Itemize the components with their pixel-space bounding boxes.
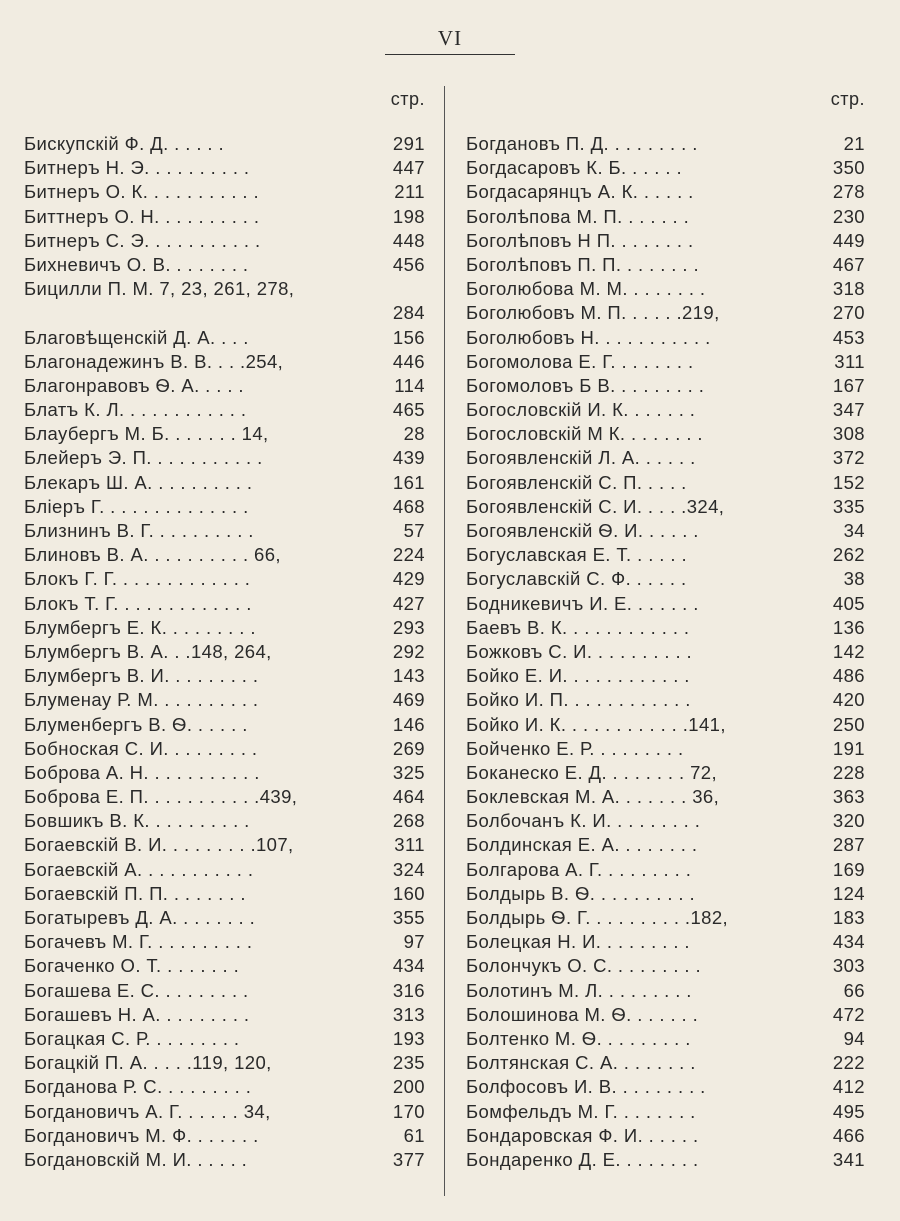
entry-name: Бодникевичъ И. Е. . . . . . . [466,592,699,614]
entry-pages: 114 [394,374,425,396]
entry-pages: 169 [832,858,865,880]
entry-pages: 28 [403,423,425,445]
entry-pages: 363 [832,786,865,808]
entry-pages: 466 [832,1124,865,1146]
entry-pages: 469 [392,689,425,711]
entry-name: Бицилли П. М. 7, 23, 261, 278, [24,278,295,300]
entry-pages: 161 [392,471,425,493]
entry-name: Богомолова Е. Г. . . . . . . . [466,350,694,372]
entry-pages: 350 [832,157,865,179]
entry-pages: 341 [832,1148,865,1170]
entry-name: Болтянская С. А. . . . . . . . [466,1052,696,1074]
entry-pages: 250 [832,713,865,735]
entry-pages: 224 [392,544,425,566]
entry-name: Бихневичъ О. В. . . . . . . . [24,253,249,275]
left-column [24,86,425,1172]
entry-name: Богачевъ М. Г. . . . . . . . . . [24,931,253,953]
index-entry [24,495,425,519]
entry-pages: 143 [392,665,425,687]
index-entry [24,1003,425,1027]
entry-pages: 313 [392,1003,425,1025]
entry-pages: 167 [832,374,865,396]
entry-pages: 156 [392,326,425,348]
entry-name: Близнинъ В. Г. . . . . . . . . . [24,520,254,541]
entry-name: Бовшикъ В. К. . . . . . . . . . [24,810,250,832]
entry-name: Богацкій П. А. . . . .119, 120, [24,1052,272,1074]
index-entry [24,1100,425,1124]
entry-pages: 453 [832,326,865,348]
entry-pages: 355 [392,907,425,928]
entry-pages: 287 [832,834,865,856]
entry-pages: 347 [832,399,865,421]
entry-name: Богаевскій А. . . . . . . . . . . [24,858,254,880]
entry-name: Бойко И. К. . . . . . . . . . . .141, [466,713,726,735]
index-entry [466,979,865,1003]
entry-pages: 235 [392,1052,425,1074]
entry-name: Богашевъ Н. А. . . . . . . . . [24,1003,250,1025]
entry-pages: 405 [832,592,865,614]
entry-pages: 429 [392,568,425,590]
entry-name: Битнеръ Н. Э. . . . . . . . . . [24,157,250,179]
index-entry [24,229,425,253]
index-entry [24,979,425,1003]
entry-pages: 427 [392,592,425,614]
index-entry [466,180,865,204]
page-number: VI [437,26,463,50]
entry-name: Богословскій И. К. . . . . . . [466,399,696,421]
index-entry [466,253,865,277]
index-entry [466,567,865,591]
column-divider [444,86,445,1196]
entry-name: Болгарова А. Г. . . . . . . . . [466,858,692,880]
entry-pages: 34 [843,520,865,541]
index-entry [24,567,425,591]
entry-name: Болфосовъ И. В. . . . . . . . . [466,1076,706,1098]
entry-pages: 318 [832,278,865,300]
entry-name: Болецкая Н. И. . . . . . . . . [466,931,690,953]
entry-name: Биттнеръ О. Н. . . . . . . . . . [24,205,260,227]
entry-name: Богоявленскій С. И. . . . .324, [466,495,725,517]
entry-name: Богдановскій М. И. . . . . . [24,1148,248,1170]
index-entry [466,858,865,882]
entry-pages: 292 [392,640,425,662]
entry-pages: 372 [832,447,865,469]
entry-name: Боголюбова М. М. . . . . . . . [466,278,706,300]
index-list [466,132,865,1172]
entry-name: Бискупскій Ф. Д. . . . . . [24,133,225,154]
index-entry [466,156,865,180]
index-entry [24,737,425,761]
entry-name: Бойко Е. И. . . . . . . . . . . . [466,665,690,687]
entry-pages: 222 [832,1052,865,1074]
entry-pages: 160 [392,882,425,904]
entry-pages: 335 [832,495,865,517]
index-entry [466,640,865,664]
index-entry [466,1124,865,1148]
entry-name: Боголюбовъ Н. . . . . . . . . . . [466,326,711,348]
entry-pages: 198 [392,205,425,227]
entry-name: Блумбергъ В. И. . . . . . . . . [24,665,259,687]
entry-name: Бліеръ Г. . . . . . . . . . . . . . [24,495,249,517]
entry-name: Боброва Е. П. . . . . . . . . . .439, [24,786,298,808]
entry-pages: 320 [832,810,865,832]
index-entry [24,205,425,229]
entry-name: Блаубергъ М. Б. . . . . . . 14, [24,423,269,445]
entry-pages: 311 [394,834,425,856]
index-entry [24,398,425,422]
entry-name: Богоявленскій Ѳ. И. . . . . . [466,520,699,541]
index-entry [24,785,425,809]
entry-pages: 230 [832,205,865,227]
entry-pages: 136 [832,616,865,638]
entry-name: Бобноская С. И. . . . . . . . . [24,737,258,759]
index-entry [466,737,865,761]
entry-name: Богацкая С. Р. . . . . . . . . [24,1027,240,1049]
entry-name: Блуменау Р. М. . . . . . . . . . [24,689,259,711]
entry-name: Бойченко Е. Р. . . . . . . . . [466,737,684,759]
entry-pages: 124 [832,882,865,904]
index-entry [466,761,865,785]
entry-name: Битнеръ О. К. . . . . . . . . . . [24,181,260,203]
entry-name: Болотинъ М. Л. . . . . . . . . [466,979,692,1001]
entry-pages: 170 [392,1100,425,1122]
index-entry [466,1148,865,1172]
index-entry [466,205,865,229]
entry-pages: 38 [843,568,865,590]
entry-name: Болдырь Ѳ. Г. . . . . . . . . .182, [466,907,729,928]
page-column-header: стр. [830,89,865,109]
index-entry [24,422,425,446]
entry-name: Болдинская Е. А. . . . . . . . [466,834,698,856]
entry-pages: 464 [392,786,425,808]
index-entry [466,809,865,833]
index-entry [24,1124,425,1148]
index-entry [24,713,425,737]
index-entry [24,471,425,495]
entry-pages: 61 [403,1124,425,1146]
entry-name: Богоявленскій С. П. . . . . [466,471,687,493]
entry-pages: 486 [832,665,865,687]
entry-pages: 21 [843,133,865,154]
index-entry [466,301,865,325]
index-entry [466,688,865,712]
entry-name: Богатыревъ Д. А. . . . . . . . [24,907,256,928]
index-entry [24,180,425,204]
entry-name: Благонадежинъ В. В. . . .254, [24,350,284,372]
entry-name: Болошинова М. Ѳ. . . . . . . [466,1003,699,1025]
entry-name: Богдановичъ А. Г. . . . . . 34, [24,1100,271,1122]
index-entry [466,519,865,543]
entry-pages: 468 [392,495,425,517]
entry-pages: 152 [832,471,865,493]
entry-pages: 270 [832,302,865,324]
index-entry [466,713,865,737]
entry-pages: 193 [392,1027,425,1049]
index-entry [24,1075,425,1099]
index-entry [24,253,425,277]
entry-pages: 311 [834,350,865,372]
index-entry [24,664,425,688]
entry-pages: 200 [392,1076,425,1098]
entry-pages: 434 [832,931,865,953]
index-entry [466,326,865,350]
entry-name: Болончукъ О. С. . . . . . . . . [466,955,702,977]
entry-pages: 228 [832,761,865,783]
index-entry [24,326,425,350]
header-rule [385,54,515,55]
entry-name: Блумбергъ В. А. . .148, 264, [24,640,272,662]
entry-name: Бондаровская Ф. И. . . . . . [466,1124,699,1146]
entry-name: Богомоловъ Б В. . . . . . . . . [466,374,705,396]
entry-name: Богуславская Е. Т. . . . . . [466,544,687,566]
entry-pages: 324 [392,858,425,880]
index-entry [466,422,865,446]
entry-pages: 308 [832,423,865,445]
entry-pages: 316 [392,979,425,1001]
index-entry [466,350,865,374]
entry-pages: 449 [832,229,865,251]
entry-name: Боголюбовъ М. П. . . . . .219, [466,302,720,324]
index-entry [466,1100,865,1124]
entry-name: Баевъ В. К. . . . . . . . . . . . [466,616,690,638]
entry-pages: 268 [392,810,425,832]
entry-pages: 142 [832,640,865,662]
entry-pages: 412 [832,1076,865,1098]
entry-pages: 439 [392,447,425,469]
entry-name: Болдырь В. Ѳ. . . . . . . . . . [466,882,696,904]
entry-pages: 146 [392,713,425,735]
entry-pages: 97 [403,931,425,953]
entry-pages: 325 [392,761,425,783]
index-entry [24,156,425,180]
index-entry [466,132,865,156]
entry-name: Боканеско Е. Д. . . . . . . . 72, [466,761,718,783]
index-entry [24,543,425,567]
index-entry [24,906,425,930]
index-entry [466,374,865,398]
entry-pages: 94 [843,1027,865,1049]
index-entry [466,471,865,495]
index-entry [466,398,865,422]
entry-name: Болтенко М. Ѳ. . . . . . . . . [466,1027,691,1049]
entry-name: Богаевскій В. И. . . . . . . . .107, [24,834,294,856]
entry-name: Благонравовъ Ѳ. А. . . . . [24,374,244,396]
index-entry [466,592,865,616]
entry-pages: 191 [832,737,865,759]
entry-pages: 465 [392,399,425,421]
entry-pages: 446 [392,350,425,372]
entry-pages: 293 [392,616,425,638]
index-entry [24,350,425,374]
entry-name: Богдановъ П. Д. . . . . . . . . [466,133,698,154]
entry-name: Богданова Р. С. . . . . . . . . [24,1076,252,1098]
entry-name: Боголѣпова М. П. . . . . . . [466,205,690,227]
entry-name: Блатъ К. Л. . . . . . . . . . . . [24,399,247,421]
index-entry [466,930,865,954]
entry-pages: 495 [832,1100,865,1122]
entry-name: Боголѣповъ П. П. . . . . . . . [466,253,699,275]
index-entry [24,592,425,616]
index-entry [466,833,865,857]
index-entry [24,616,425,640]
entry-name: Божковъ С. И. . . . . . . . . . [466,640,693,662]
index-entry [466,446,865,470]
entry-name: Блокъ Г. Г. . . . . . . . . . . . . [24,568,251,590]
entry-name: Богдасаровъ К. Б. . . . . . [466,157,682,179]
entry-name: Блумбергъ Е. К. . . . . . . . . [24,616,256,638]
index-entry [466,616,865,640]
entry-pages: 183 [832,907,865,928]
entry-name: Бондаренко Д. Е. . . . . . . . [466,1148,699,1170]
index-entry [466,882,865,906]
entry-pages: 456 [392,253,425,275]
index-entry [466,495,865,519]
index-entry [24,858,425,882]
entry-pages: 472 [832,1003,865,1025]
index-entry [466,664,865,688]
index-list [24,132,425,1172]
entry-name: Богдасарянцъ А. К. . . . . . [466,181,694,203]
entry-name: Битнеръ С. Э. . . . . . . . . . . [24,229,261,251]
entry-name: Болбочанъ К. И. . . . . . . . . [466,810,701,832]
entry-pages: 284 [392,302,425,324]
index-entry [466,954,865,978]
entry-pages: 467 [832,253,865,275]
index-entry [24,374,425,398]
entry-pages: 377 [392,1148,425,1170]
entry-name: Боголѣповъ Н П. . . . . . . . [466,229,694,251]
entry-name: Бойко И. П. . . . . . . . . . . . [466,689,691,711]
index-entry [466,277,865,301]
entry-pages: 269 [392,737,425,759]
index-entry [466,1003,865,1027]
entry-pages: 262 [832,544,865,566]
index-entry [24,761,425,785]
index-entry [466,785,865,809]
entry-name: Боброва А. Н. . . . . . . . . . . [24,761,260,783]
entry-name: Блиновъ В. А. . . . . . . . . . 66, [24,544,281,566]
index-entry [24,688,425,712]
entry-pages: 447 [392,157,425,179]
right-column [466,86,865,1172]
index-entry [466,229,865,253]
index-entry [24,930,425,954]
index-entry [24,277,425,301]
entry-pages: 57 [403,520,425,541]
page-column-header: стр. [390,89,425,109]
index-entry [24,954,425,978]
index-entry [466,906,865,930]
index-entry [466,543,865,567]
entry-name: Благовѣщенскій Д. А. . . . [24,326,249,348]
entry-name: Богашева Е. С. . . . . . . . . [24,979,249,1001]
entry-name: Блейеръ Э. П. . . . . . . . . . . [24,447,263,469]
entry-pages: 211 [394,181,425,203]
entry-name: Богаченко О. Т. . . . . . . . [24,955,240,977]
index-entry [24,301,425,325]
index-entry [24,882,425,906]
entry-pages: 434 [392,955,425,977]
entry-pages: 448 [392,229,425,251]
entry-name: Богаевскій П. П. . . . . . . . [24,882,246,904]
index-entry [24,809,425,833]
entry-pages: 303 [832,955,865,977]
entry-pages: 66 [843,979,865,1001]
entry-name: Богуславскій С. Ф. . . . . . [466,568,687,590]
entry-pages: 420 [832,689,865,711]
entry-pages: 291 [392,133,425,154]
index-entry [466,1051,865,1075]
entry-name: Боклевская М. А. . . . . . . 36, [466,786,720,808]
entry-name: Бомфельдъ М. Г. . . . . . . . [466,1100,696,1122]
index-entry [466,1027,865,1051]
entry-name: Блекаръ Ш. А. . . . . . . . . . [24,471,253,493]
index-entry [24,1027,425,1051]
entry-name: Богоявленскій Л. А. . . . . . [466,447,696,469]
index-entry [24,132,425,156]
index-entry [24,1051,425,1075]
entry-name: Богословскій М К. . . . . . . . [466,423,703,445]
index-entry [24,1148,425,1172]
index-entry [24,833,425,857]
index-entry [466,1075,865,1099]
entry-name: Богдановичъ М. Ф. . . . . . . [24,1124,259,1146]
index-entry [24,446,425,470]
entry-pages: 278 [832,181,865,203]
entry-name: Блокъ Т. Г. . . . . . . . . . . . . [24,592,252,614]
entry-name: Блуменбергъ В. Ѳ. . . . . . [24,713,248,735]
index-entry [24,519,425,543]
index-entry [24,640,425,664]
